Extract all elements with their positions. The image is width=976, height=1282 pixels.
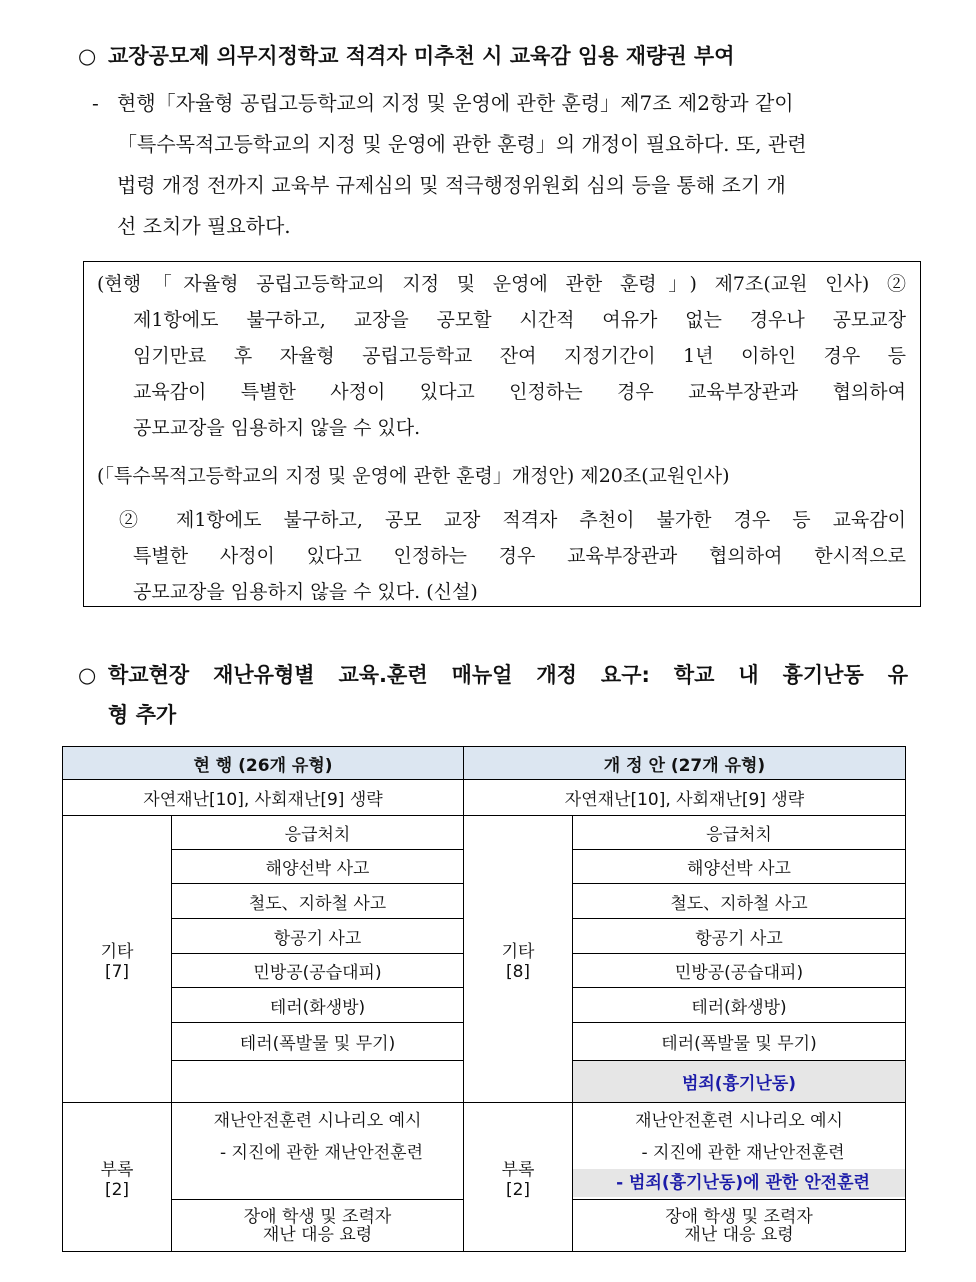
current-regulation-line: 교육감이 특별한 사정이 있다고 인정하는 경우 교육부장관과 협의하여 (133, 381, 906, 403)
comparison-table (62, 746, 906, 1252)
etc-item: 항공기 사고 (573, 919, 906, 954)
proposed-regulation-title: (「특수목적고등학교의 지정 및 운영에 관한 훈령」개정안) 제20조(교원인사) (97, 465, 730, 487)
etc-item: 응급처치 (573, 816, 906, 850)
annex-scenario-current (172, 1103, 464, 1200)
section1-title (78, 36, 735, 76)
section2-title (78, 655, 908, 735)
proposed-regulation (97, 458, 906, 610)
current-regulation-line: 공모교장을 임용하지 않을 수 있다. (133, 417, 421, 439)
header-current: 현 행 (26개 유형) (63, 747, 464, 780)
section1-line: 「특수목적고등학교의 지정 및 운영에 관한 훈령」의 개정이 필요하다. 또, 관련 (117, 132, 807, 156)
section2-bullet: ○ (78, 663, 97, 687)
regulation-box (83, 261, 921, 607)
etc-item: 테러(화생방) (573, 988, 906, 1023)
etc-item: 항공기 사고 (172, 919, 464, 954)
section1-bullet: ○ (78, 44, 97, 68)
etc-item: 철도、지하철 사고 (172, 884, 464, 919)
annex-scenario-title: 재난안전훈련 시나리오 예시 (213, 1111, 422, 1131)
section1-paragraph (92, 83, 902, 247)
omitted-row-proposed: 자연재난[10], 사회재난[9] 생략 (464, 780, 906, 816)
etc-item: 해양선박 사고 (172, 850, 464, 884)
current-regulation-line: 임기만료 후 자율형 공립고등학교 잔여 지정기간이 1년 이하인 경우 등 (133, 345, 906, 367)
etc-item: 테러(폭발물 및 무기) (172, 1023, 464, 1061)
annex-disabled-guide-proposed: 장애 학생 및 조력자 재난 대응 요령 (573, 1200, 906, 1252)
etc-item: 민방공(공습대피) (172, 954, 464, 988)
current-regulation-line: (현행「자율형 공립고등학교의 지정 및 운영에 관한 훈령」) 제7조(교원 인사) ② (97, 273, 906, 295)
annex-scenario-item: - 지진에 관한 재난안전훈련 (220, 1143, 423, 1163)
annex-scenario-item: - 지진에 관한 재난안전훈련 (641, 1143, 845, 1163)
proposed-regulation-line: 특별한 사정이 있다고 인정하는 경우 교육부장관과 협의하여 한시적으로 (133, 545, 906, 567)
annex-proposed-label: 부록 [2] (464, 1103, 573, 1252)
section1-line: 선 조치가 필요하다. (117, 214, 291, 238)
current-regulation (97, 266, 906, 446)
annex-scenario-title: 재난안전훈련 시나리오 예시 (635, 1111, 843, 1131)
etc-item: 테러(폭발물 및 무기) (573, 1023, 906, 1061)
etc-item: 민방공(공습대피) (573, 954, 906, 988)
etc-new-item: 범죄(흉기난동) (573, 1061, 906, 1103)
dash-marker: - (92, 91, 99, 115)
section1-line: - 현행「자율형 공립고등학교의 지정 및 운영에 관한 훈령」제7조 제2항과 같이 (92, 83, 902, 124)
etc-proposed-label: 기타 [8] (464, 816, 573, 1103)
annex-disabled-guide-current: 장애 학생 및 조력자 재난 대응 요령 (172, 1200, 464, 1252)
etc-current-label: 기타 [7] (63, 816, 172, 1103)
proposed-regulation-line: ② 제1항에도 불구하고, 공모 교장 적격자 추천이 불가한 경우 등 교육감이 (119, 509, 906, 531)
section1-title-text: 교장공모제 의무지정학교 적격자 미추천 시 교육감 임용 재량권 부여 (108, 44, 735, 68)
omitted-row-current: 자연재난[10], 사회재난[9] 생략 (63, 780, 464, 816)
section1-line: 법령 개정 전까지 교육부 규제심의 및 적극행정위원회 심의 등을 통해 조기 개 (117, 173, 786, 197)
annex-scenario-new-item: - 범죄(흉기난동)에 관한 안전훈련 (573, 1169, 905, 1197)
etc-item: 철도、지하철 사고 (573, 884, 906, 919)
section2-title-line1: 학교현장 재난유형별 교육.훈련 매뉴얼 개정 요구: 학교 내 흉기난동 유 (108, 663, 908, 687)
etc-item: 응급처치 (172, 816, 464, 850)
current-regulation-line: 제1항에도 불구하고, 교장을 공모할 시간적 여유가 없는 경우나 공모교장 (133, 309, 906, 331)
annex-scenario-proposed (573, 1103, 906, 1200)
etc-item: 해양선박 사고 (573, 850, 906, 884)
proposed-regulation-line: 공모교장을 임용하지 않을 수 있다. (신설) (133, 581, 478, 603)
section2-title-line2: 형 추가 (108, 703, 177, 727)
empty-cell (172, 1061, 464, 1103)
annex-current-label: 부록 [2] (63, 1103, 172, 1252)
etc-item: 테러(화생방) (172, 988, 464, 1023)
header-proposed: 개 정 안 (27개 유형) (464, 747, 906, 780)
